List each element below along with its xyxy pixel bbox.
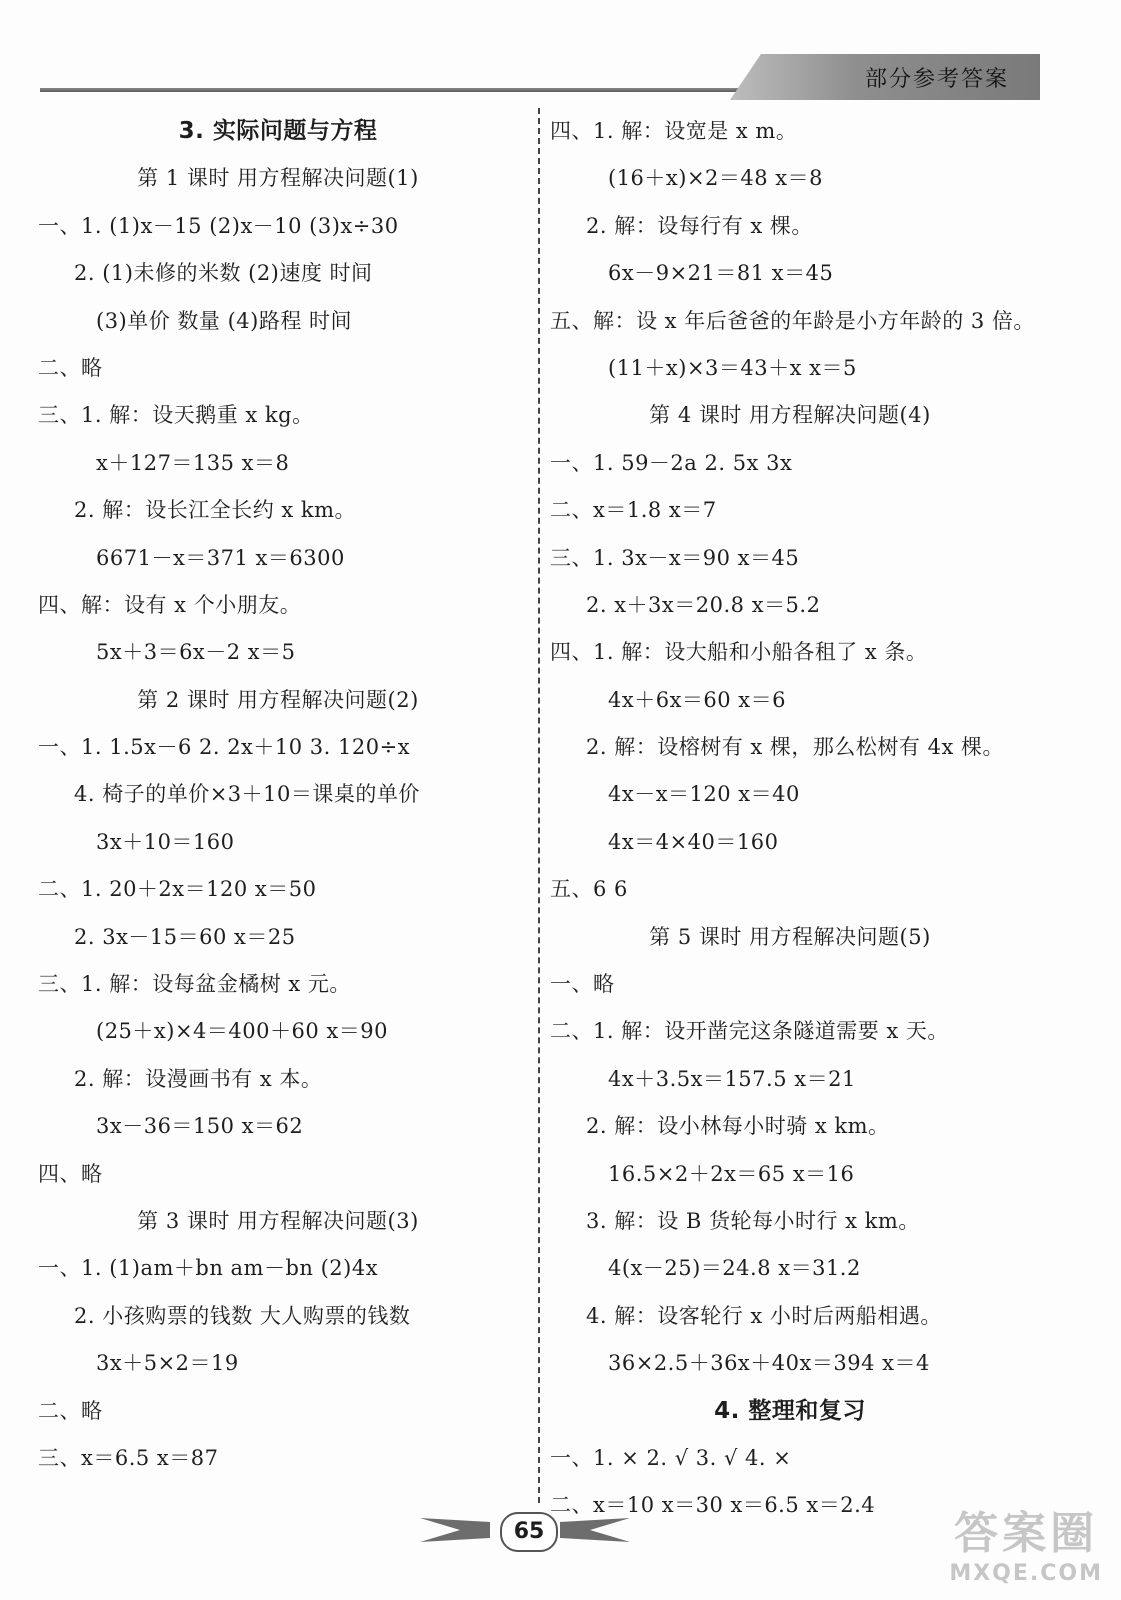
answer-line: 4x＋3.5x＝157.5 x＝21 (608, 1066, 856, 1091)
answer-line: 二、略 (38, 1398, 103, 1423)
answer-line: 四、1. 解：设宽是 x m。 (550, 119, 798, 143)
answer-line: 2. x＋3x＝20.8 x＝5.2 (586, 592, 821, 617)
answer-line: 四、解：设有 x 个小朋友。 (38, 592, 302, 617)
answer-line: x＋127＝135 x＝8 (96, 450, 290, 475)
left-column (38, 108, 518, 1482)
answer-line: 一、1. 59－2a 2. 5x 3x (550, 450, 793, 475)
answer-line: 一、1. × 2. √ 3. √ 4. × (550, 1445, 792, 1470)
answer-line: 5x＋3＝6x－2 x＝5 (96, 640, 296, 665)
answer-line: 3x＋10＝160 (96, 829, 235, 854)
answer-line: 4(x－25)＝24.8 x＝31.2 (608, 1256, 861, 1281)
page-header-title: 部分参考答案 (864, 67, 1009, 92)
watermark-logo-text: 答案圈 (954, 1508, 1099, 1559)
answer-line: 6x－9×21＝81 x＝45 (608, 261, 834, 286)
answer-line: (25＋x)×4＝400＋60 x＝90 (96, 1019, 388, 1044)
answer-line: 4. 椅子的单价×3＋10＝课桌的单价 (74, 782, 420, 807)
answer-line: 五、6 6 (550, 877, 628, 902)
answer-line: 二、x＝10 x＝30 x＝6.5 x＝2.4 (550, 1493, 876, 1518)
answer-line: 第 1 课时 用方程解决问题(1) (137, 166, 419, 191)
answer-line: 第 3 课时 用方程解决问题(3) (137, 1208, 419, 1233)
answer-line: 16.5×2＋2x＝65 x＝16 (608, 1161, 855, 1186)
answer-line: 2. 3x－15＝60 x＝25 (74, 924, 296, 949)
answer-line: (3)单价 数量 (4)路程 时间 (96, 308, 353, 333)
column-divider (538, 108, 540, 1503)
answer-line: 3x－36＝150 x＝62 (96, 1114, 304, 1139)
answer-line: 2. 解：设小林每小时骑 x km。 (586, 1114, 890, 1139)
answer-line: 一、1. 1.5x－6 2. 2x＋10 3. 120÷x (38, 735, 411, 760)
answer-line: 2. 解：设每行有 x 棵。 (586, 213, 813, 238)
answer-line: 4. 解：设客轮行 x 小时后两船相遇。 (586, 1303, 942, 1328)
answer-line: 2. 解：设长江全长约 x km。 (74, 498, 357, 523)
answer-line: 二、略 (38, 355, 103, 380)
watermark-url: MXQE.COM (949, 1561, 1103, 1586)
answer-line: 2. 解：设榕树有 x 棵，那么松树有 4x 棵。 (586, 735, 1004, 760)
answer-line: 五、解：设 x 年后爸爸的年龄是小方年龄的 3 倍。 (550, 308, 1035, 333)
answer-line: 3. 解：设 B 货轮每小时行 x km。 (586, 1208, 920, 1233)
answer-line: 3. 实际问题与方程 (178, 118, 378, 144)
answer-line: 第 5 课时 用方程解决问题(5) (649, 924, 931, 949)
answer-line: 三、1. 解：设每盆金橘树 x 元。 (38, 972, 351, 997)
right-column (550, 108, 1035, 1530)
answer-line: 2. 解：设漫画书有 x 本。 (74, 1066, 323, 1091)
answer-line: 二、x＝1.8 x＝7 (550, 498, 717, 523)
answer-line: 4x＝4×40＝160 (608, 829, 779, 854)
answer-line: (16＋x)×2＝48 x＝8 (608, 166, 824, 191)
answer-line: 四、1. 解：设大船和小船各租了 x 条。 (550, 640, 928, 665)
answer-line: 4x－x＝120 x＝40 (608, 782, 800, 807)
answer-line: 三、x＝6.5 x＝87 (38, 1445, 219, 1470)
answer-line: 36×2.5＋36x＋40x＝394 x＝4 (608, 1351, 930, 1376)
answer-line: 三、1. 3x－x＝90 x＝45 (550, 545, 800, 570)
answer-line: 一、1. (1)x－15 (2)x－10 (3)x÷30 (38, 213, 399, 238)
answer-line: 二、1. 20＋2x＝120 x＝50 (38, 877, 317, 902)
answer-line: 三、1. 解：设天鹅重 x kg。 (38, 403, 314, 428)
answer-line: 四、略 (38, 1161, 103, 1186)
page-number: 65 (500, 1512, 558, 1552)
answer-line: 一、1. (1)am＋bn am－bn (2)4x (38, 1256, 379, 1281)
answer-line: 2. 小孩购票的钱数 大人购票的钱数 (74, 1303, 411, 1328)
answer-line: 2. (1)未修的米数 (2)速度 时间 (74, 261, 373, 286)
answer-line: 6671－x＝371 x＝6300 (96, 545, 345, 570)
answer-line: 二、1. 解：设开凿完这条隧道需要 x 天。 (550, 1019, 949, 1044)
watermark (949, 1497, 1103, 1586)
answer-line: 第 4 课时 用方程解决问题(4) (649, 403, 931, 428)
answer-line: 3x＋5×2＝19 (96, 1351, 239, 1376)
answer-line: (11＋x)×3＝43＋x x＝5 (608, 355, 857, 380)
answer-line: 4x＋6x＝60 x＝6 (608, 687, 787, 712)
answer-line: 4. 整理和复习 (714, 1397, 866, 1424)
answer-line: 一、略 (550, 972, 615, 997)
answer-line: 第 2 课时 用方程解决问题(2) (137, 687, 419, 712)
